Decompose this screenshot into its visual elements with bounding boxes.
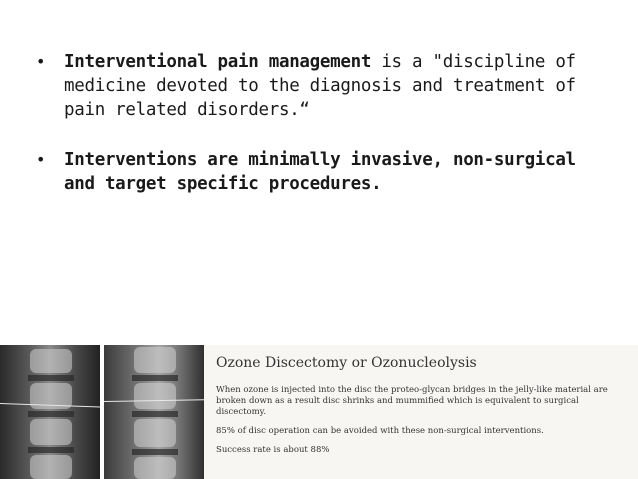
ozone-info-panel — [204, 345, 638, 479]
image-strip — [0, 345, 638, 479]
bullet-bold-text: Interventional pain management — [64, 52, 372, 72]
bullet-dot-icon: • — [36, 52, 46, 71]
panel-title: Ozone Discectomy or Ozonucleolysis — [216, 355, 477, 371]
panel-paragraph: When ozone is injected into the disc the proteo-glycan bridges in the jelly-like material are broken down as a result disc shrinks and mummified which is equivalent to surgical discectomy. — [216, 385, 608, 417]
bullet-list — [36, 50, 606, 222]
bullet-item — [36, 50, 606, 122]
bullet-text: is a "discipline of medicine devoted to the diagnosis and treatment of pain related disorders.“ — [64, 52, 576, 120]
panel-body — [216, 385, 626, 464]
bullet-item — [36, 148, 606, 196]
panel-paragraph: Success rate is about 88% — [216, 445, 330, 455]
xray-image-right — [104, 345, 204, 479]
bullet-bold-text: Interventions are minimally invasive, non-surgical and target specific procedures. — [64, 150, 576, 194]
xray-image-left — [0, 345, 100, 479]
bullet-dot-icon: • — [36, 150, 46, 169]
panel-paragraph: 85% of disc operation can be avoided with these non-surgical interventions. — [216, 426, 544, 436]
